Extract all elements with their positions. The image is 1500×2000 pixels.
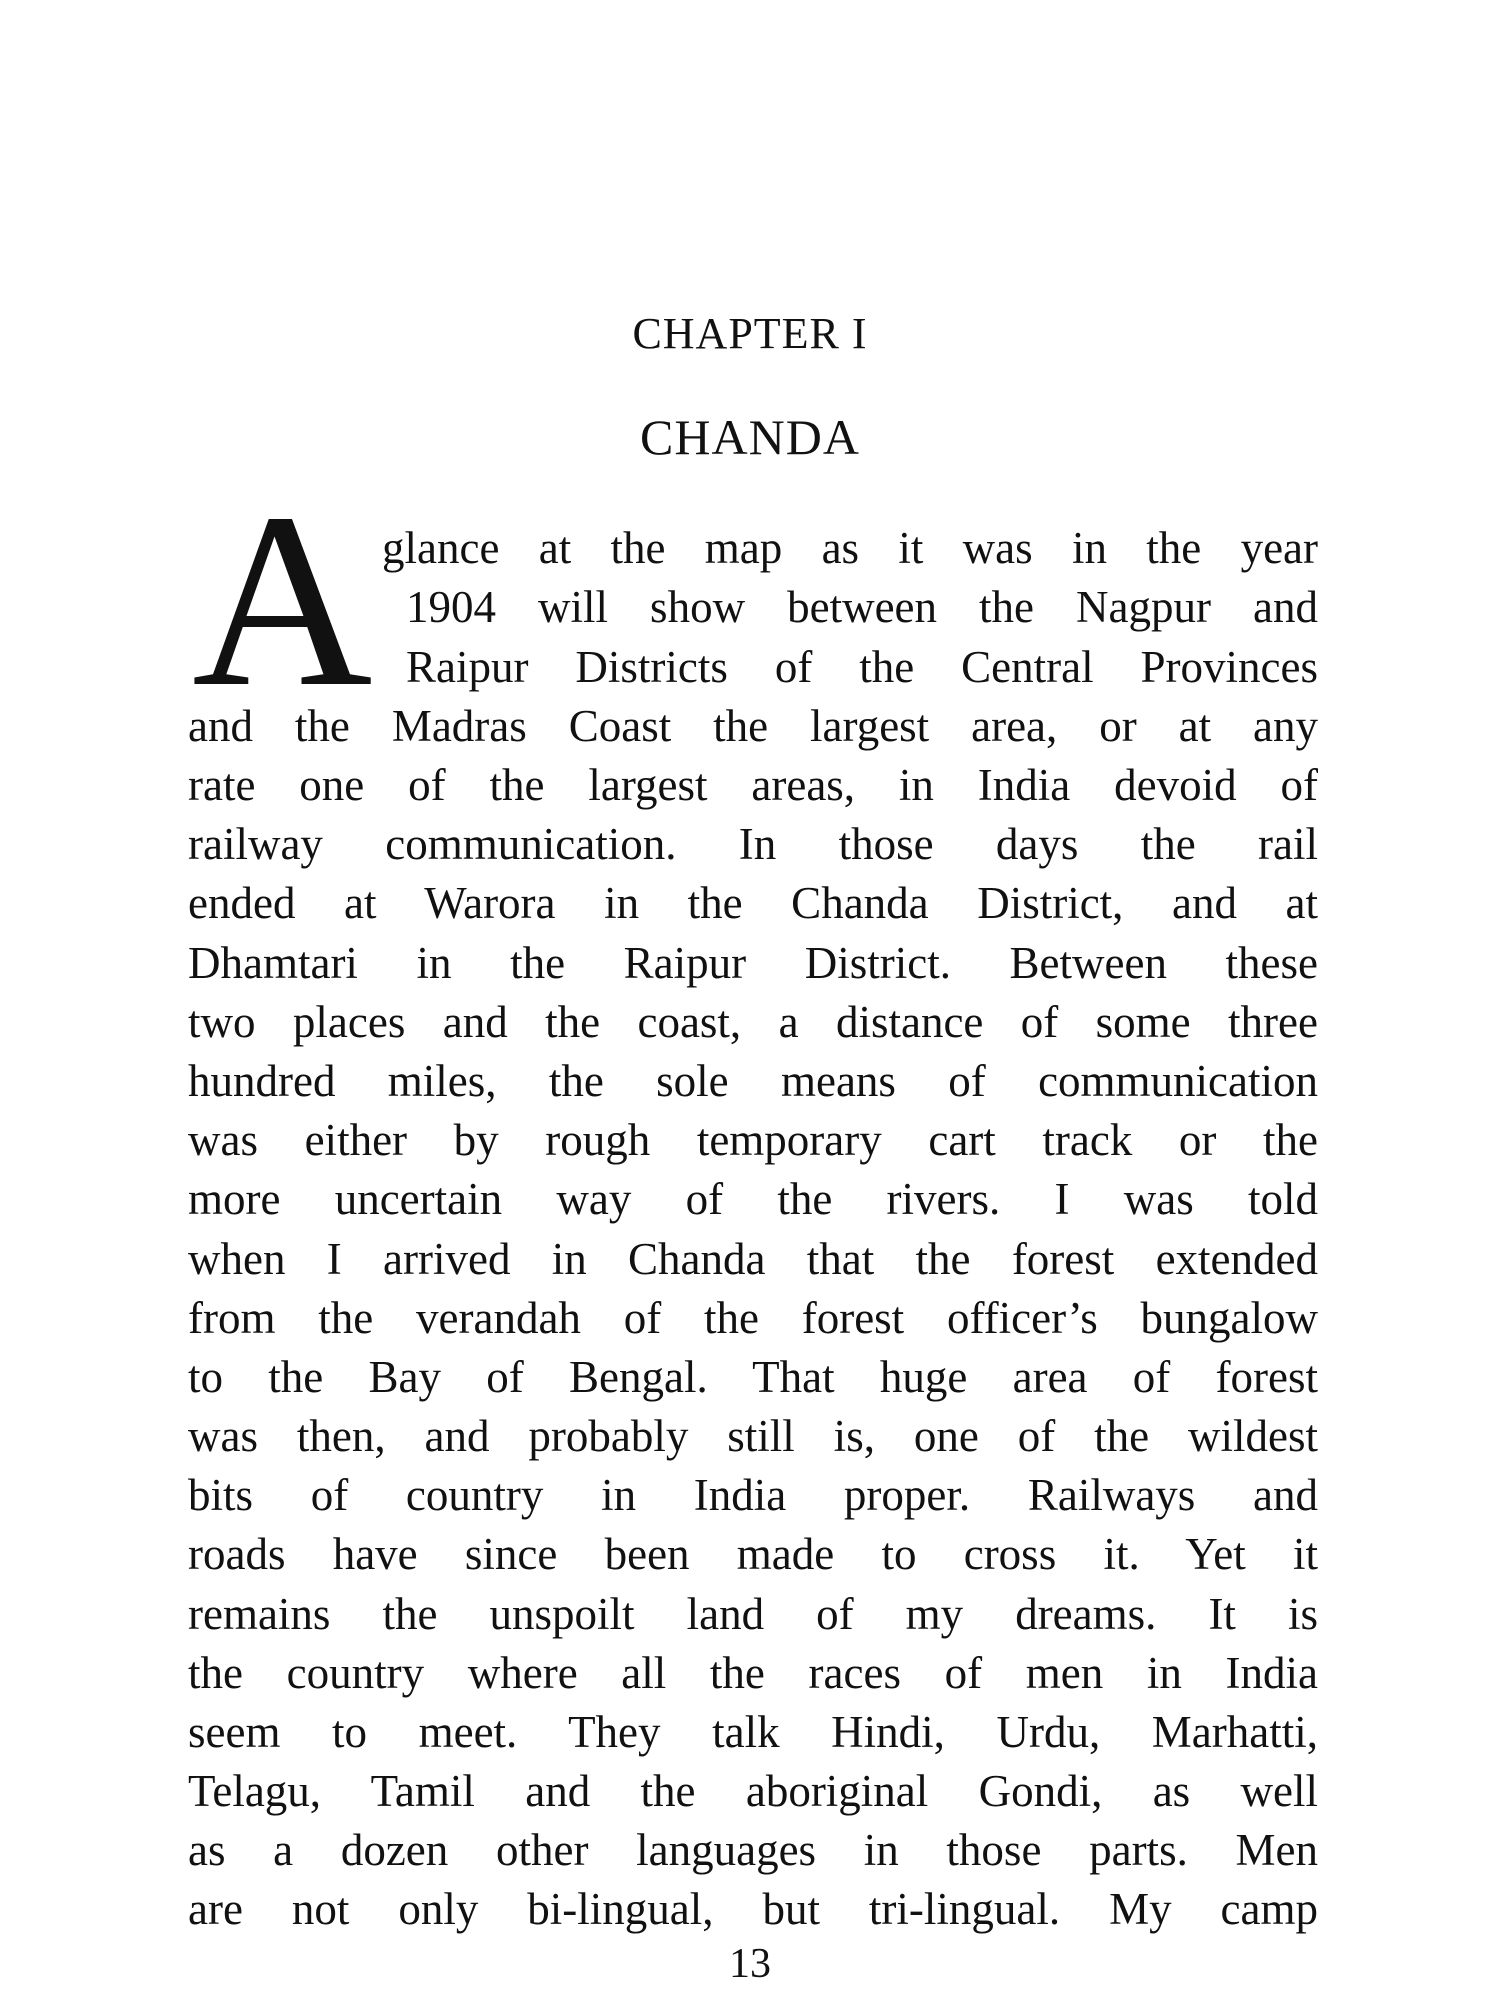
text-line: as a dozen other languages in those parts. Men (188, 1825, 1318, 1875)
chapter-label: CHAPTER I (632, 309, 868, 358)
text-line: the country where all the races of men in India (188, 1648, 1318, 1698)
text-line: from the verandah of the forest officer’s bungalow (188, 1293, 1318, 1343)
text-line: remains the unspoilt land of my dreams. It is (188, 1589, 1318, 1639)
text-line: and the Madras Coast the largest area, or at any (188, 701, 1318, 751)
text-line: roads have since been made to cross it. Yet it (188, 1529, 1318, 1579)
text-line: rate one of the largest areas, in India devoid of (188, 760, 1318, 810)
text-line: Telagu, Tamil and the aboriginal Gondi, as well (188, 1766, 1318, 1816)
text-line: hundred miles, the sole means of communication (188, 1056, 1318, 1106)
text-line: ended at Warora in the Chanda District, and at (188, 878, 1318, 928)
chapter-title: CHANDA (640, 409, 860, 465)
text-line: when I arrived in Chanda that the forest extended (188, 1234, 1318, 1284)
text-line: two places and the coast, a distance of some three (188, 997, 1318, 1047)
text-line: more uncertain way of the rivers. I was told (188, 1174, 1318, 1224)
text-line: Raipur Districts of the Central Provinces (406, 642, 1318, 692)
text-line: seem to meet. They talk Hindi, Urdu, Marhatti, (188, 1707, 1318, 1757)
drop-cap: A (192, 462, 373, 739)
text-line: bits of country in India proper. Railways and (188, 1470, 1318, 1520)
text-line: was then, and probably still is, one of the wildest (188, 1411, 1318, 1461)
page-number: 13 (729, 1941, 771, 1987)
text-line: glance at the map as it was in the year (382, 523, 1318, 573)
text-line: to the Bay of Bengal. That huge area of forest (188, 1352, 1318, 1402)
text-line: Dhamtari in the Raipur District. Between these (188, 938, 1318, 988)
text-line: railway communication. In those days the rail (188, 819, 1318, 869)
text-line: was either by rough temporary cart track or the (188, 1115, 1318, 1165)
text-line: 1904 will show between the Nagpur and (406, 582, 1318, 632)
text-line: are not only bi-lingual, but tri-lingual. My camp (188, 1884, 1318, 1934)
